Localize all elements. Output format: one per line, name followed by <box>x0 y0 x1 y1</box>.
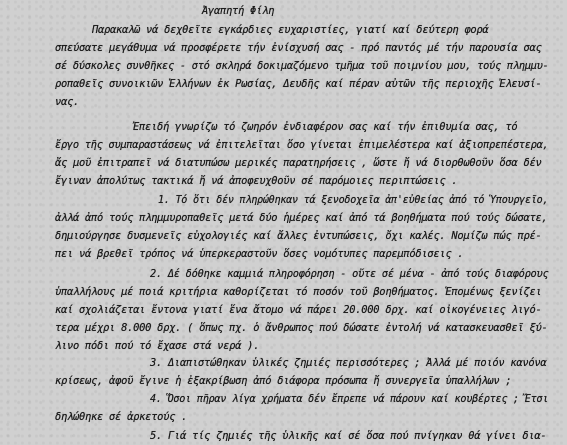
letter-line: κρίσεως, ἀφοῦ ἔγινε ἡ ἐξακρίβωση ἀπό διάφορα πρόσωπα ἤ συνεργεῖα ὑπαλλήλων ; <box>55 375 512 387</box>
letter-line: ὑπαλλήλους μέ ποιά κριτήρια καθορίζεται τό ποσόν τοῦ βοηθήματος. Ἑπομένως ξενίζει <box>55 286 542 298</box>
letter-line: σέ δύσκολες συνθῆκες - στό σκληρά δοκιμαζόμενο τμῆμα τοῦ ποιμνίου μου, τούς πλημμυ- <box>55 60 549 72</box>
letter-line: τερα μέχρι 8.000 δρχ. ( ὅπως πχ. ὁ ἄνθρωπος πού δώσατε ἐντολή νά κατασκευασθεῖ ξύ- <box>55 322 548 334</box>
letter-line: ροπαθεῖς συνοικιῶν Ἑλλήνων ἐκ Ρωσίας, Δευδῆς καί πέραν αὐτῶν τῆς περιοχῆς Ἐλευσί- <box>55 78 542 90</box>
letter-line: 4. Ὅσοι πῆραν λίγα χρήματα δέν ἔπρεπε νά πάρουν καί κουβέρτες ; Ἔτσι <box>150 393 549 405</box>
letter-line: πει νά βρεθεῖ τρόπος νά ὑπερκεραστοῦν ὅσες νομότυπες παρεμπόδισεις . <box>55 248 464 260</box>
letter-line: 5. Γιά τίς ζημιές τῆς ὑλικῆς καί σέ ὅσα πού πνίγηκαν θά γίνει δια- <box>150 430 547 442</box>
letter-line: ἔργο τῆς συμπαραστάσεως νά ἐπιτελεῖται ὅσο γίνεται ἐπιμελέστερα καί ἀξιοπρεπέστερα, <box>55 139 549 151</box>
letter-line: σπεύσατε μεγάθυμα νά προσφέρετε τήν ἐνίσχυσή σας - πρό παντός μέ τήν παρουσία σας <box>55 42 542 54</box>
letter-line: 2. Δέ δόθηκε καμμιά πληροφόρηση - οὔτε σέ μένα - ἀπό τούς διαφόρους <box>150 268 549 280</box>
salutation: Ἀγαπητή Φίλη <box>202 5 275 17</box>
letter-line: 3. Διαπιστώθηκαν ὑλικές ζημιές περισσότερες ; Ἀλλά μέ ποιόν κανόνα <box>150 357 547 369</box>
letter-line: Παρακαλῶ νά δεχθεῖτε εγκάρδιες ευχαριστίες, γιατί καί δεύτερη φορά <box>92 24 489 36</box>
letter-line: ἀλλά ἀπό τούς πλημμυροπαθεῖς μετά δύο ἡμέρες καί ἀπό τά βοηθήματα πού τούς δώσατε, <box>55 212 548 224</box>
letter-line: ἔγιναν ἀπολύτως τακτικά ἤ νά ἀποφευχθοῦν σέ παρόμοιες περιπτώσεις . <box>55 175 458 187</box>
letter-line: νας. <box>55 96 80 108</box>
letter-line: δηλώθηκε σέ ἀρκετούς . <box>55 411 188 423</box>
letter-line: δημιούργησε δυσμενεῖς εὐχολογιές καί ἄλλες ἐντυπώσεις, ὄχι καλές. Νομίζω πώς πρέ- <box>55 230 542 242</box>
letter-line: Ἐπειδή γνωρίζω τό ζωηρόν ἐνδιαφέρον σας καί τήν ἐπιθυμία σας, τό <box>133 121 518 133</box>
letter-line: καί σχολιάζεται ἔντονα γιατί ἕνα ἄτομο νά πάρει 20.000 δρχ. καί οἰκογένειες λιγό- <box>55 304 542 316</box>
letter-line: ἄς μοῦ ἐπιτραπεῖ νά διατυπώσω μερικές παρατηρήσεις , ὥστε ἤ νά διορθωθοῦν ὅσα δέν <box>55 157 542 169</box>
letter-line: 1. Τό ὅτι δέν πληρώθηκαν τά ξενοδοχεῖα ἀπ'εὐθείας ἀπό τό Ὑπουργεῖο, <box>158 194 549 206</box>
letter-line: λινο πόδι πού τό ἔχασε στά νερά ). <box>55 340 260 352</box>
